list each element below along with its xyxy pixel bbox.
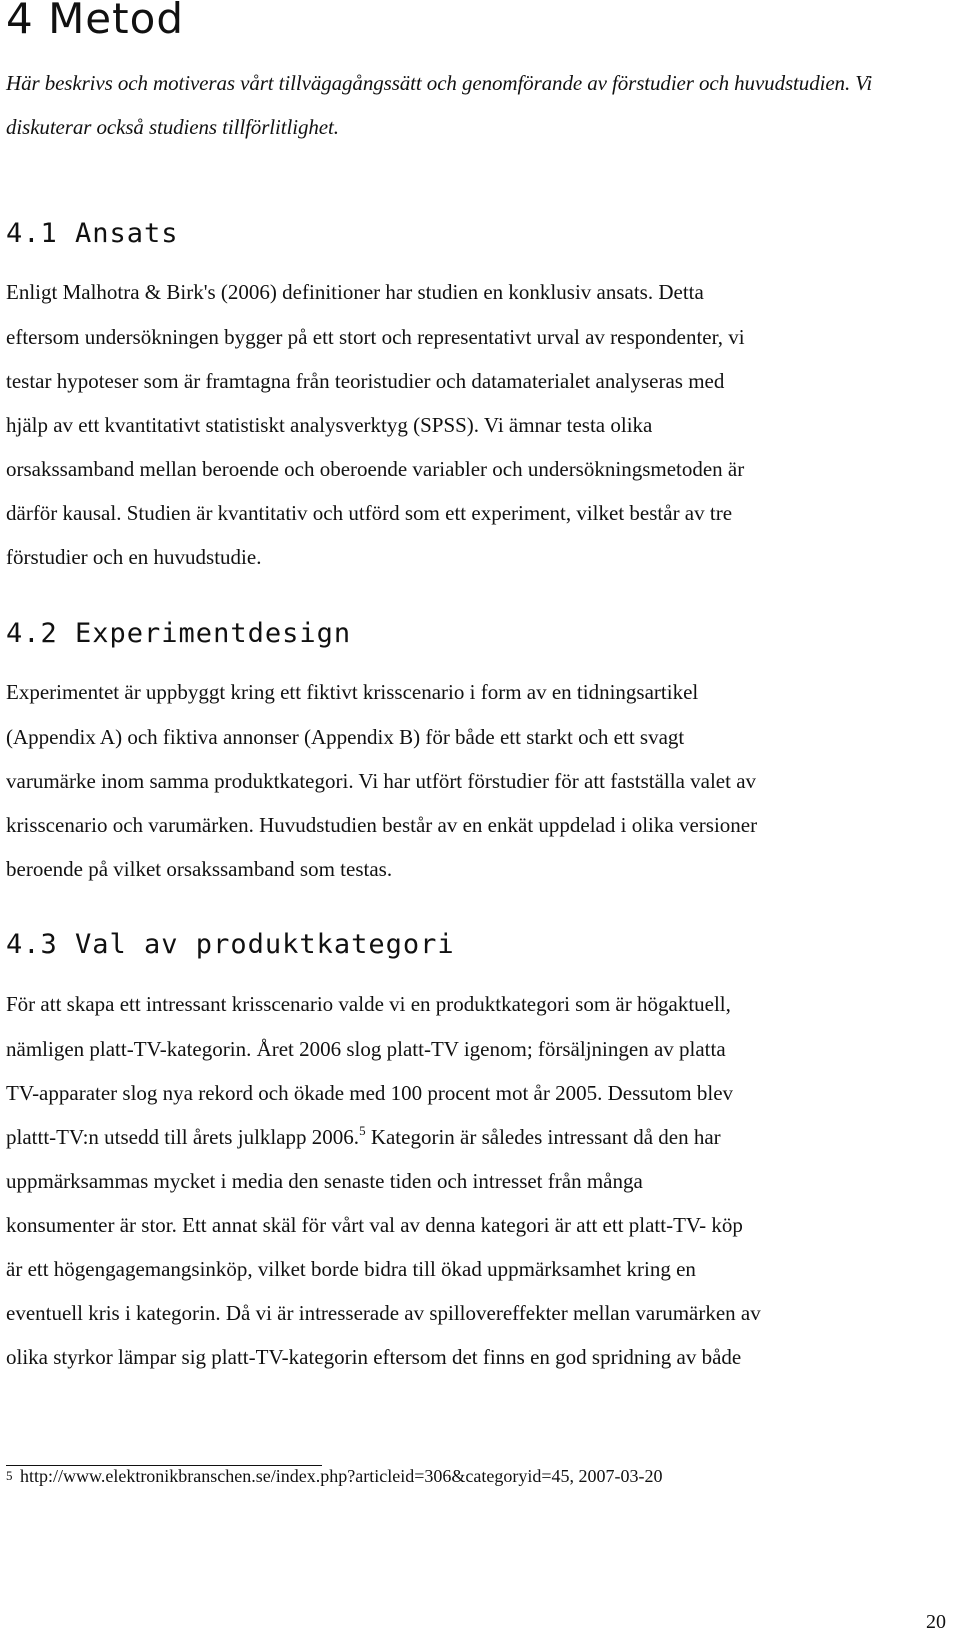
body-line: krisscenario och varumärken. Huvudstudien består av en enkät uppdelad i olika versioner <box>6 813 758 837</box>
body-line: därför kausal. Studien är kvantitativ och utförd som ett experiment, vilket består av tre <box>6 501 733 525</box>
body-line: är ett högengagemangsinköp, vilket borde bidra till ökad uppmärksamhet kring en <box>6 1257 696 1281</box>
body-line: (Appendix A) och fiktiva annonser (Appendix B) för både ett starkt och ett svagt <box>6 725 685 749</box>
body-line: eftersom undersökningen bygger på ett stort och representativt urval av respondenter, vi <box>6 325 745 349</box>
body-line: olika styrkor lämpar sig platt-TV-kategorin eftersom det finns en god spridning av både <box>6 1345 742 1369</box>
body-line: varumärke inom samma produktkategori. Vi har utfört förstudier för att fastställa valet av <box>6 769 757 793</box>
section-heading-produktkategori: 4.3 Val av produktkategori <box>6 929 455 960</box>
footnote-reference[interactable]: 5 <box>359 1123 366 1138</box>
body-line: Experimentet är uppbyggt kring ett fiktivt krisscenario i form av en tidningsartikel <box>6 680 699 704</box>
chapter-title: 4 Metod <box>6 0 184 43</box>
section-heading-experimentdesign: 4.2 Experimentdesign <box>6 618 352 649</box>
body-line <box>6 1123 721 1154</box>
body-line: hjälp av ett kvantitativt statistiskt analysverktyg (SPSS). Vi ämnar testa olika <box>6 413 653 437</box>
body-line-text: Kategorin är således intressant då den har <box>370 1125 721 1149</box>
body-line <box>6 278 704 306</box>
section-heading-ansats: 4.1 Ansats <box>6 218 179 249</box>
body-line: testar hypoteser som är framtagna från teoristudier och datamaterialet analyseras med <box>6 369 725 393</box>
intro-line: Här beskrivs och motiveras vårt tillvägagångssätt och genomförande av förstudier och huvudstudien. Vi <box>6 71 873 95</box>
footnote-number: 5 <box>6 1468 13 1483</box>
body-line: konsumenter är stor. Ett annat skäl för vårt val av denna kategori är att ett platt-TV- köp <box>6 1213 743 1237</box>
body-line-text: Enligt Malhotra & Birk's (2006) definitioner har studien en konklusiv ansats. Detta <box>6 280 704 304</box>
intro-line: diskuterar också studiens tillförlitlighet. <box>6 115 339 139</box>
body-line: För att skapa ett intressant krisscenario valde vi en produktkategori som är högaktuell, <box>6 992 731 1016</box>
body-line: nämligen platt-TV-kategorin. Året 2006 slog platt-TV igenom; försäljningen av platta <box>6 1037 726 1061</box>
footnote-link[interactable]: http://www.elektronikbranschen.se/index.php?articleid=306&categoryid=45, 2007-03-20 <box>20 1466 663 1486</box>
body-line: förstudier och en huvudstudie. <box>6 545 262 569</box>
body-line-text: plattt-TV:n utsedd till årets julklapp 2006. <box>6 1125 360 1149</box>
body-line: uppmärksammas mycket i media den senaste tiden och intresset från många <box>6 1169 643 1193</box>
body-line: TV-apparater slog nya rekord och ökade med 100 procent mot år 2005. Dessutom blev <box>6 1081 734 1105</box>
body-line: eventuell kris i kategorin. Då vi är intresserade av spillovereffekter mellan varumärken av <box>6 1301 761 1325</box>
body-line: beroende på vilket orsakssamband som testas. <box>6 857 393 881</box>
body-line: orsakssamband mellan beroende och oberoende variabler och undersökningsmetoden är <box>6 457 745 481</box>
page-number: 20 <box>926 1611 946 1633</box>
